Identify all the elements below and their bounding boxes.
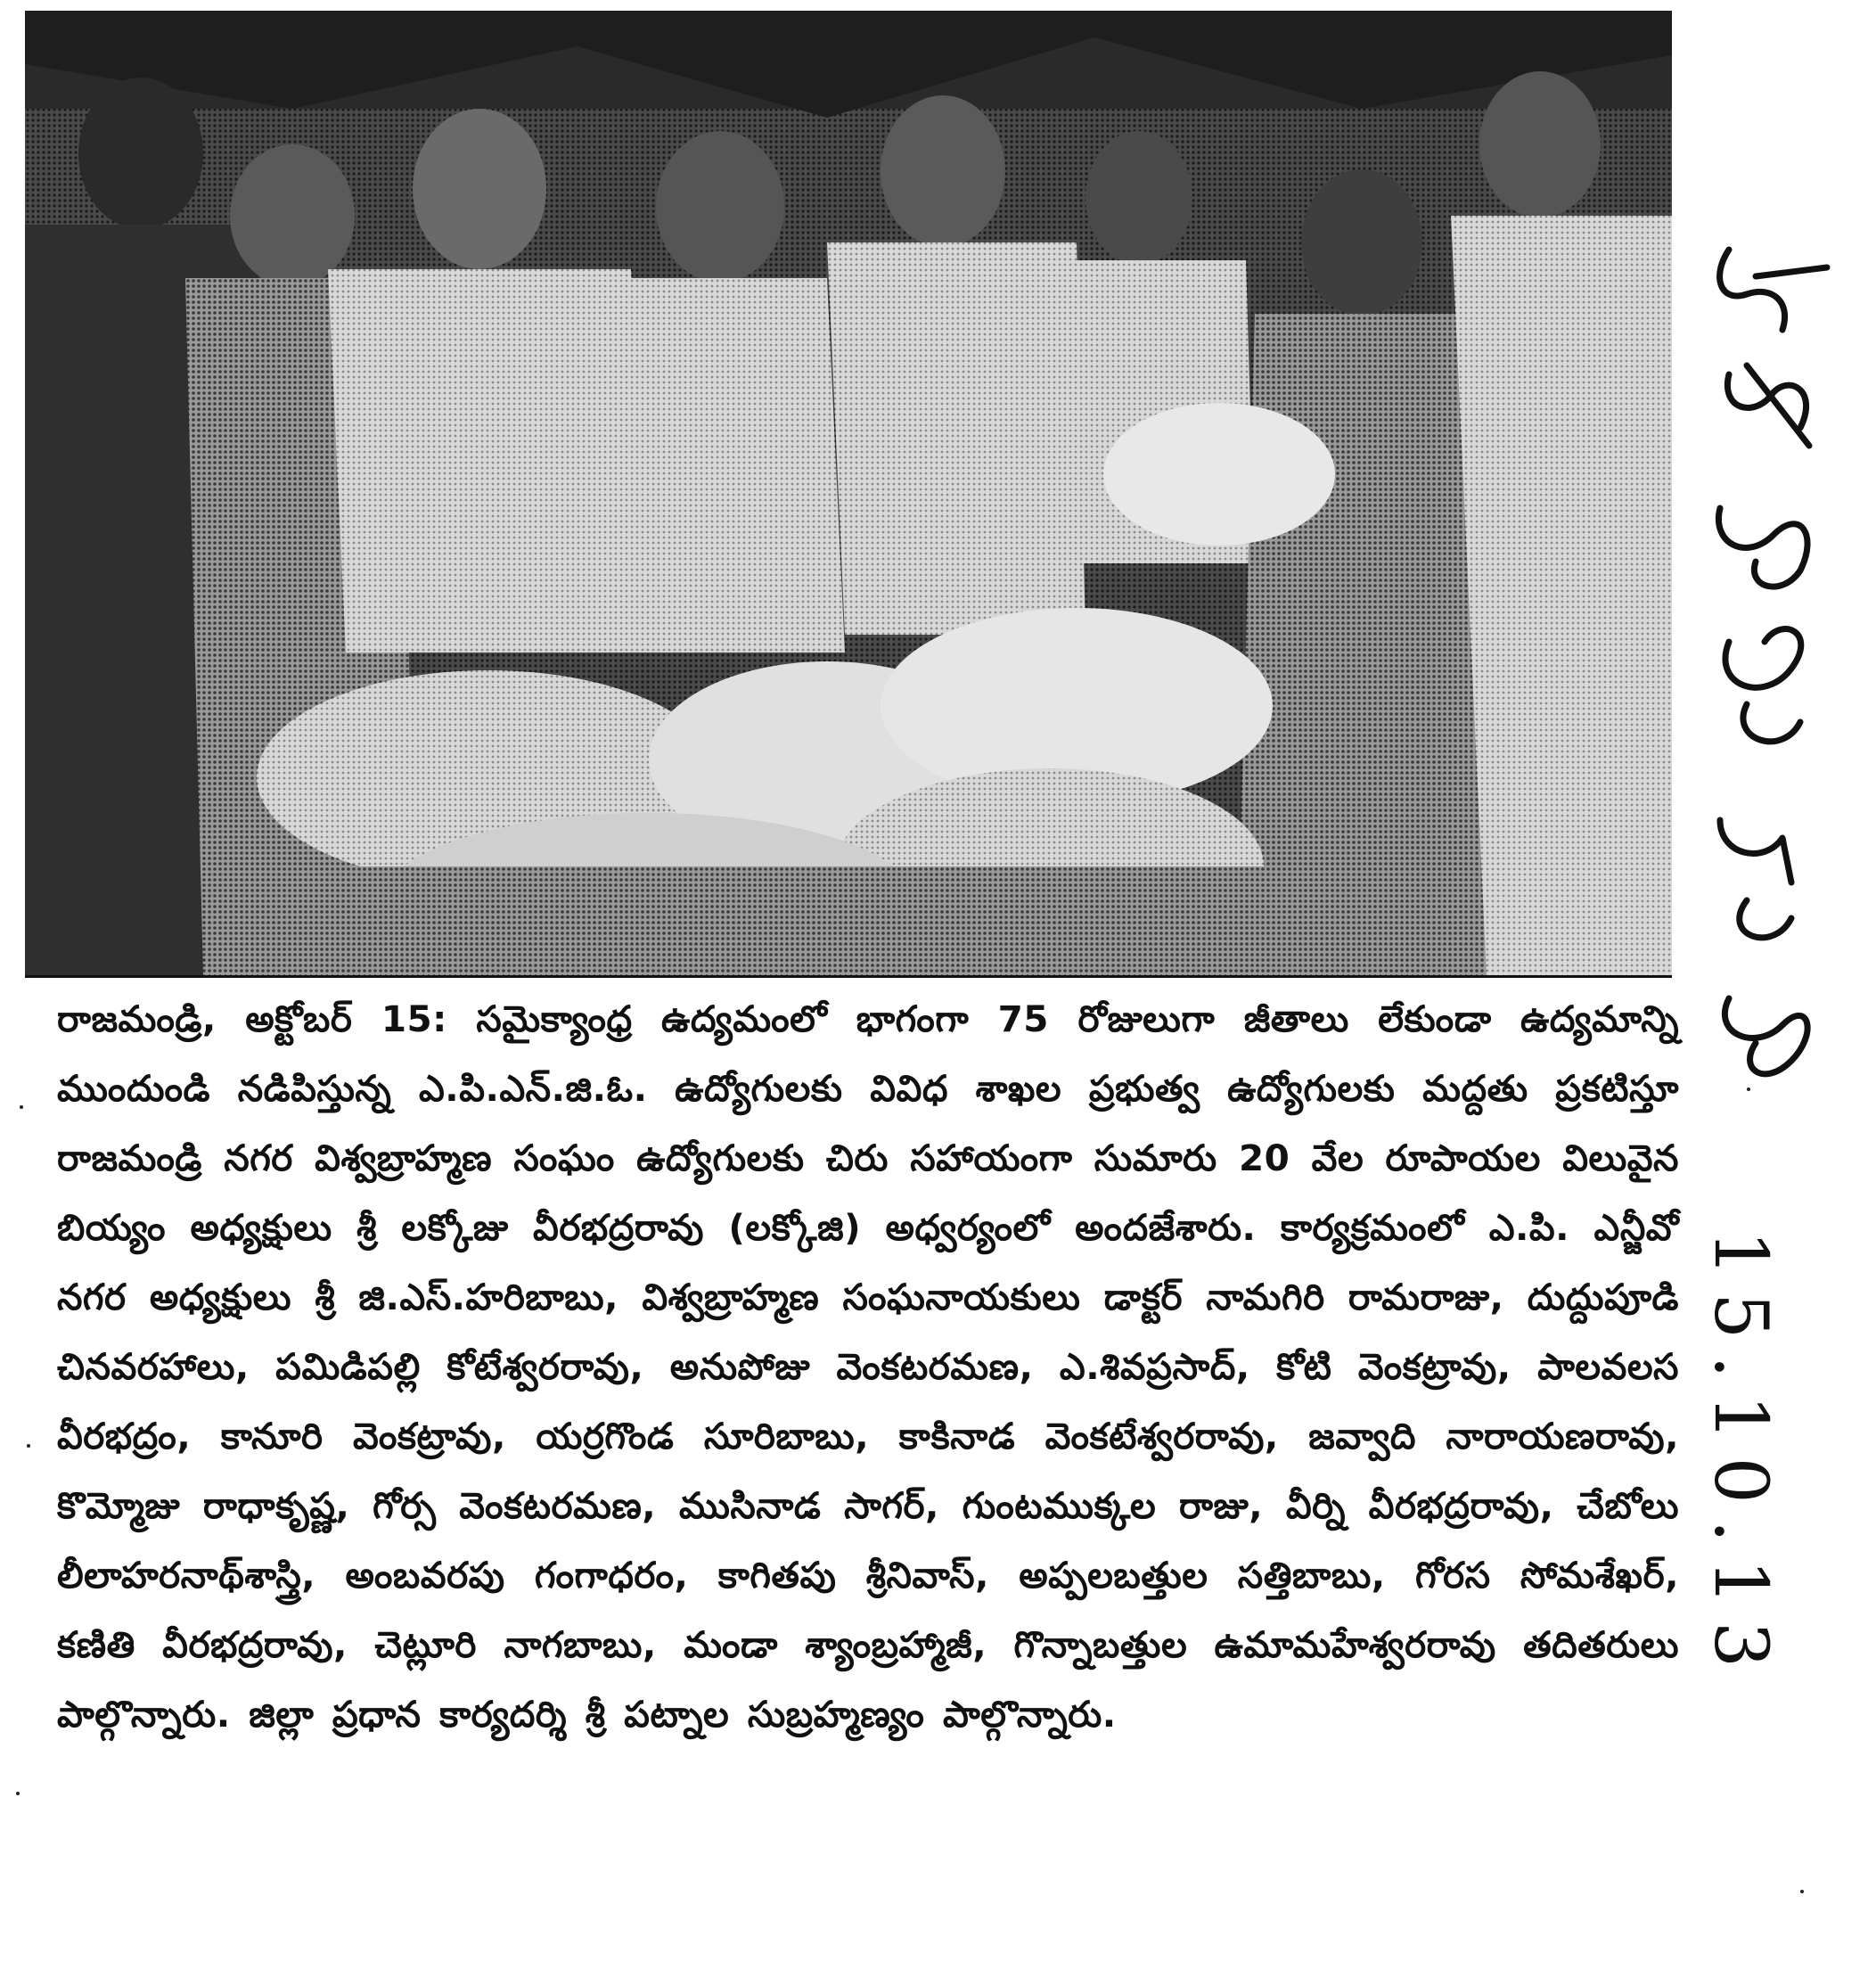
news-photo	[25, 11, 1672, 978]
article-body	[57, 984, 1679, 1749]
article-dateline: రాజమండ్రి, అక్టోబర్ 15:	[57, 997, 447, 1040]
scan-speck	[27, 1444, 30, 1448]
scan-speck	[16, 1792, 20, 1795]
article-text: సమైక్యాంధ్ర ఉద్యమంలో భాగంగా 75 రోజులుగా జీతాలు లేకుండా ఉద్యమాన్ని ముందుండి నడిపిస్తున్న ఎ.పి.ఎన్.జి.ఓ. ఉద్యోగులకు వివిధ శాఖల ప్రభుత్వ ఉద్యోగులకు మద్దతు ప్రకటిస్తూ రాజమండ్రి నగర విశ్వబ్రాహ్మణ సంఘం ఉద్యోగులకు చిరు సహాయంగా సుమారు 20 వేల రూపాయల విలువైన బియ్యం అధ్యక్షులు శ్రీ లక్కోజు వీరభద్రరావు (లక్కోజి) అధ్వర్యంలో అందజేశారు. కార్యక్రమంలో ఎ.పి. ఎన్జీవో నగర అధ్యక్షులు శ్రీ జి.ఎస్.హరిబాబు, విశ్వబ్రాహ్మణ సంఘనాయకులు డాక్టర్ నామగిరి రామరాజు, దుద్దుపూడి చినవరహాలు, పమిడిపల్లి కోటేశ్వరరావు, అనుపోజు వెంకటరమణ, ఎ.శివప్రసాద్, కోటి వెంకట్రావు, పాలవలస వీరభద్రం, కానూరి వెంకట్రావు, యర్రగొండ సూరిబాబు, కాకినాడ వెంకటేశ్వరరావు, జవ్వాది నారాయణరావు, కొమ్మోజు రాధాకృష్ణ, గోర్స వెంకటరమణ, ముసినాడ సాగర్, గుంటముక్కల రాజు, వీర్ని వీరభద్రరావు, చేబోలు లీలాహరనాథ్‌శాస్త్రి, అంబవరపు గంగాధరం, కాగితపు శ్రీనివాస్, అప్పలబత్తుల సత్తిబాబు, గోరస సోమశేఖర్, కణితి వీరభద్రరావు, చెట్లూరి నాగబాబు, మండా శ్యాంబ్రహ్మాజీ, గొన్నాబత్తుల ఉమామహేశ్వరరావు తదితరులు పాల్గొన్నారు. జిల్లా ప్రధాన కార్యదర్శి శ్రీ పట్నాల సుబ్రహ్మణ్యం పాల్గొన్నారు.	[57, 997, 1679, 1736]
scan-speck	[1800, 1890, 1804, 1893]
scan-speck	[20, 1105, 23, 1109]
photo-image	[25, 11, 1672, 975]
handwritten-date: 15.10.13	[1698, 1230, 1782, 1685]
scan-speck	[1747, 1087, 1750, 1091]
